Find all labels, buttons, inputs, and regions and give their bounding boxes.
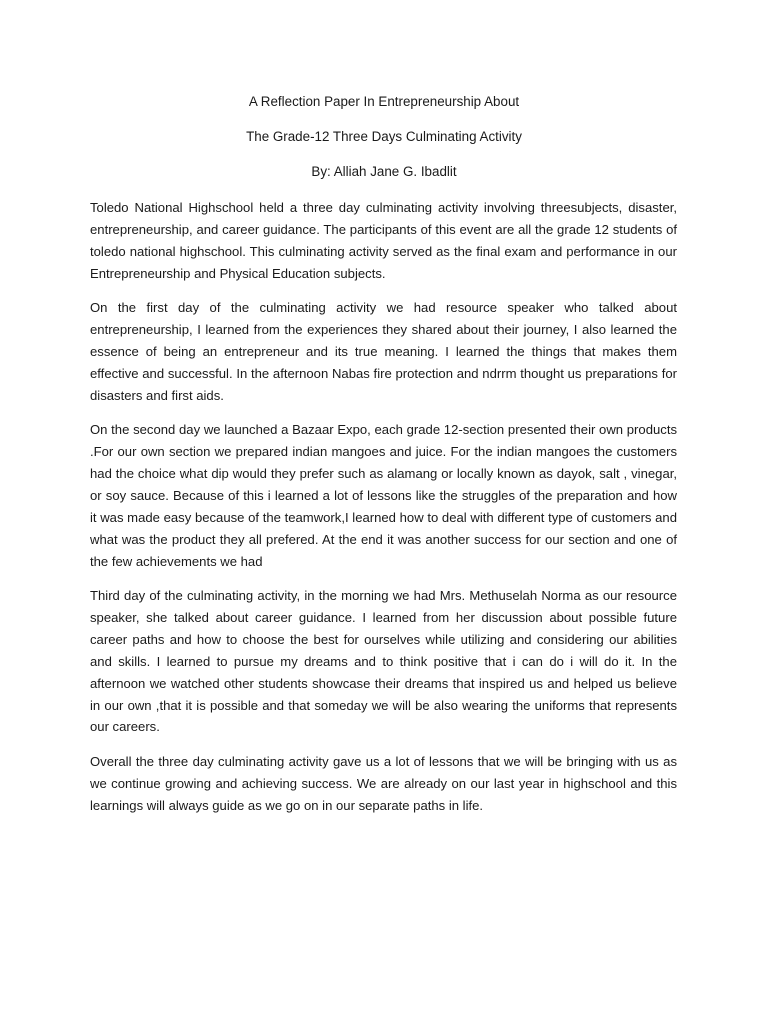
- document-author: By: Alliah Jane G. Ibadlit: [311, 164, 457, 179]
- paragraph-third-day: Third day of the culminating activity, in the morning we had Mrs. Methuselah Norma as our resource speaker, she talked about career guidance. I learned from her discussion about possible future career paths and how to choose the best for ourselves while utilizing and considering our abilities and skills. I learned to pursue my dreams and to think positive that i can do i will do it. In the afternoon we watched other students showcase their dreams that inspired us and helped us believe in our own ,that it is possible and that someday we will be also wearing the uniforms that represents our careers.: [90, 588, 677, 735]
- paragraph-first-day: On the first day of the culminating activity we had resource speaker who talked about entrepreneurship, I learned from the experiences they shared about their journey, I also learned the essence of being an entrepreneur and its true meaning. I learned the things that makes them effective and successful. In the afternoon Nabas fire protection and ndrrm thought us preparations for disasters and first aids.: [90, 300, 677, 403]
- paragraph-second-day: On the second day we launched a Bazaar Expo, each grade 12-section presented their own products .For our own section we prepared indian mangoes and juice. For the indian mangoes the customers had the choice what dip would they prefer such as alamang or locally known as dayok, salt , vinegar, or soy sauce. Because of this i learned a lot of lessons like the struggles of the preparation and how it was made easy because of the teamwork,I learned how to deal with different type of customers and what was the product they all prefered. At the end it was another success for our section and one of the few achievements we had: [90, 422, 677, 569]
- document-subtitle: The Grade-12 Three Days Culminating Activity: [246, 129, 522, 144]
- document-title: A Reflection Paper In Entrepreneurship About: [248, 94, 520, 109]
- paragraph-intro: Toledo National Highschool held a three day culminating activity involving threesubjects, disaster, entrepreneurship, and career guidance. The participants of this event are all the grade 12 students of toledo national highschool. This culminating activity served as the final exam and performance in our Entrepreneurship and Physical Education subjects.: [90, 200, 677, 281]
- paragraph-conclusion: Overall the three day culminating activity gave us a lot of lessons that we will be bringing with us as we continue growing and achieving success. We are already on our last year in highschool and this learnings will always guide as we go on in our separate paths in life.: [90, 753, 677, 813]
- document-body: [90, 197, 677, 829]
